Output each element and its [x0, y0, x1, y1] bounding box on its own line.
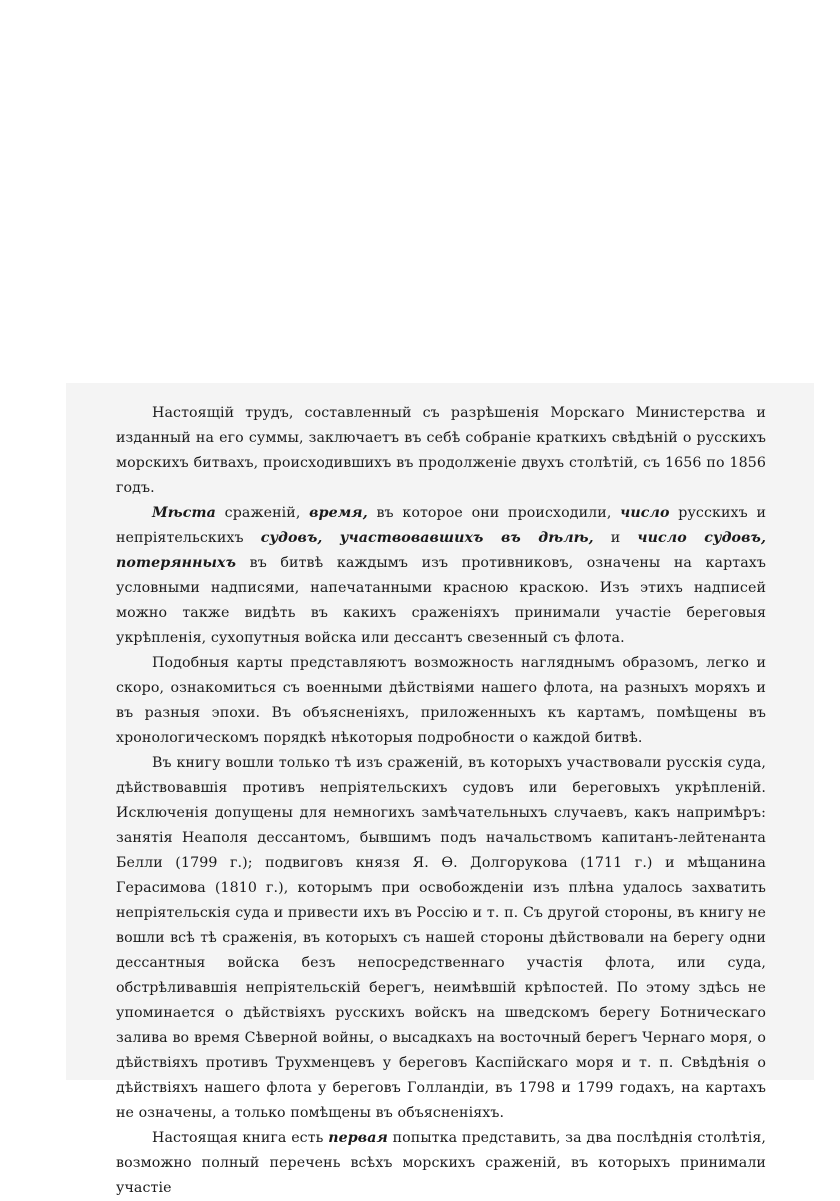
text-run: въ битвѣ каждымъ изъ противниковъ, означены на картахъ условными надписями, напечатанными красною краскою. Изъ этихъ надписей можно также видѣть въ какихъ сраженіяхъ принимали участіе береговыя укрѣпленія, сухопутныя войска или дессантъ свезенный съ флота.	[116, 555, 766, 646]
text-run: сраженій,	[215, 505, 310, 521]
text-run: и	[593, 530, 638, 546]
emphasized-text: первая	[328, 1130, 388, 1146]
emphasized-text: число судовъ, потерянныхъ	[116, 530, 766, 571]
text-run: Въ книгу вошли только тѣ изъ сраженій, въ которыхъ участвовали русскія суда, дѣйствовавшія противъ непріятельскихъ судовъ или береговыхъ укрѣпленій. Исключенія допущены для немногихъ замѣчательныхъ случаевъ, какъ напримѣръ: занятія Неаполя дессантомъ, бывшимъ подъ начальствомъ капитанъ-лейтенанта Белли (1799 г.); подвиговъ князя Я. Ѳ. Долгорукова (1711 г.) и мѣщанина Герасимова (1810 г.), которымъ при освобожденіи изъ плѣна удалось захватить непріятельскія суда и привести ихъ въ Россію и т. п. Съ другой стороны, въ книгу не вошли всѣ тѣ сраженія, въ которыхъ съ нашей стороны дѣйствовали на берегу одни дессантныя войска безъ непосредственнаго участія флота, или суда, обстрѣливавшія непріятельскій берегъ, неимѣвшій крѣпостей. По этому здѣсь не упоминается о дѣйствіяхъ русскихъ войскъ на шведскомъ берегу Ботническаго залива во время Сѣверной войны, о высадкахъ на восточный берегъ Чернаго моря, о дѣйствіяхъ противъ Трухменцевъ у береговъ Каспійскаго моря и т. п. Свѣдѣнія о дѣйствіяхъ нашего флота у береговъ Голландіи, въ 1798 и 1799 годахъ, на картахъ не означены, а только помѣщены въ объясненіяхъ.	[116, 755, 766, 1121]
paragraph-3	[116, 651, 766, 751]
emphasized-text: судовъ, участвовавшихъ въ дѣлѣ,	[260, 530, 594, 546]
text-run: Подобныя карты представляютъ возможность нагляднымъ образомъ, легко и скоро, ознакомиться съ военными дѣйствіями нашего флота, на разныхъ моряхъ и въ разныя эпохи. Въ объясненіяхъ, приложенныхъ къ картамъ, помѣщены въ хронологическомъ порядкѣ нѣкоторыя подробности о каждой битвѣ.	[116, 655, 766, 746]
paragraph-4	[116, 751, 766, 1126]
text-run: попытка представить, за два послѣднія столѣтія, возможно полный перечень всѣхъ морскихъ сраженій, въ которыхъ принимали участіе	[116, 1130, 766, 1196]
text-run: русскихъ и непріятельскихъ	[116, 505, 767, 546]
text-run: Настоящая книга есть	[152, 1130, 329, 1146]
paragraph-1	[116, 401, 766, 501]
text-run: въ которое они происходили,	[367, 505, 621, 521]
paragraph-5	[116, 1126, 766, 1201]
document-body	[116, 401, 766, 1201]
emphasized-text: число	[620, 505, 670, 521]
emphasized-text: Мѣста	[152, 505, 216, 521]
emphasized-text: время,	[309, 505, 368, 521]
text-run: Настоящій трудъ, составленный съ разрѣшенія Морскаго Министерства и изданный на его суммы, заключаетъ въ себѣ собраніе краткихъ свѣдѣній о русскихъ морскихъ битвахъ, происходившихъ въ продолженіе двухъ столѣтій, съ 1656 по 1856 годъ.	[116, 405, 766, 496]
paragraph-2	[116, 501, 766, 651]
